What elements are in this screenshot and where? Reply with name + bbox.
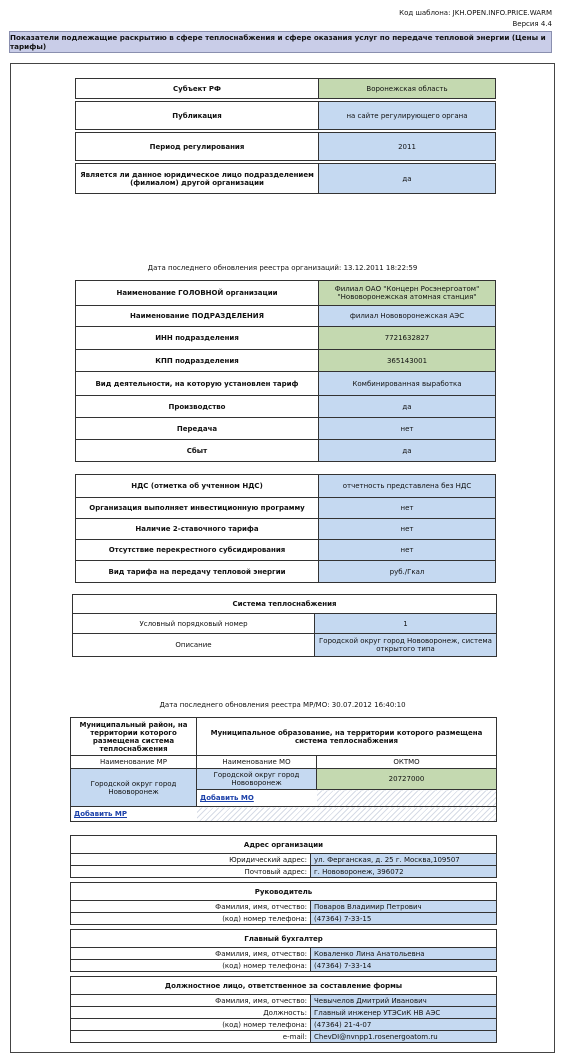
- oktmo-label: ОКТМО: [317, 756, 497, 769]
- general-label: Публикация: [76, 102, 319, 130]
- general-value[interactable]: 2011: [319, 133, 496, 161]
- accountant-value[interactable]: (47364) 7-33-14: [311, 960, 497, 972]
- heat-system-value[interactable]: 1: [315, 614, 497, 634]
- general-label: Субъект РФ: [76, 79, 319, 99]
- responsible-label: Должность:: [71, 1007, 311, 1019]
- template-info: [399, 8, 552, 30]
- address-table: [70, 835, 497, 878]
- org-value[interactable]: да: [319, 440, 496, 462]
- accountant-label: Фамилия, имя, отчество:: [71, 948, 311, 960]
- general-table: [75, 78, 496, 194]
- tax-table: [75, 474, 496, 583]
- responsible-value[interactable]: ChevDI@nvnpp1.rosenergoatom.ru: [311, 1031, 497, 1043]
- org-label: Передача: [76, 418, 319, 440]
- tax-value[interactable]: отчетность представлена без НДС: [319, 475, 496, 498]
- org-label: ИНН подразделения: [76, 327, 319, 350]
- responsible-table: [70, 976, 497, 1043]
- tax-label: Вид тарифа на передачу тепловой энергии: [76, 561, 319, 583]
- accountant-label: (код) номер телефона:: [71, 960, 311, 972]
- responsible-value[interactable]: Чевычелов Дмитрий Иванович: [311, 995, 497, 1007]
- mo-registry-update: Дата последнего обновления реестра МР/МО: 30.07.2012 16:40:10: [159, 701, 406, 709]
- head-label: (код) номер телефона:: [71, 913, 311, 925]
- tax-label: Наличие 2-ставочного тарифа: [76, 519, 319, 540]
- address-label: Юридический адрес:: [71, 854, 311, 866]
- mr-mo-table: [70, 717, 497, 822]
- heat-system-label: Описание: [73, 634, 315, 657]
- org-label: Производство: [76, 396, 319, 418]
- mr-value[interactable]: Городской округ город Нововоронеж: [71, 769, 197, 807]
- mo-value[interactable]: Городской округ город Нововоронеж: [197, 769, 317, 790]
- tax-value[interactable]: нет: [319, 519, 496, 540]
- head-table: [70, 882, 497, 925]
- address-value[interactable]: г. Нововоронеж, 396072: [311, 866, 497, 878]
- org-label: Вид деятельности, на которую установлен тариф: [76, 372, 319, 396]
- tax-label: Организация выполняет инвестиционную программу: [76, 498, 319, 519]
- address-title: Адрес организации: [71, 836, 497, 854]
- org-value: филиал Нововоронежская АЭС: [319, 306, 496, 327]
- org-label: КПП подразделения: [76, 350, 319, 372]
- general-value[interactable]: на сайте регулирующего органа: [319, 102, 496, 130]
- add-mr-cell: [71, 807, 197, 822]
- mr-header: Муниципальный район, на территории которого размещена система теплоснабжения: [71, 718, 197, 756]
- responsible-label: e-mail:: [71, 1031, 311, 1043]
- responsible-value[interactable]: (47364) 21-4-07: [311, 1019, 497, 1031]
- accountant-value[interactable]: Коваленко Лина Анатольевна: [311, 948, 497, 960]
- tax-value[interactable]: нет: [319, 498, 496, 519]
- heat-system-label: Условный порядковый номер: [73, 614, 315, 634]
- tax-label: Отсутствие перекрестного субсидирования: [76, 540, 319, 561]
- org-value: 365143001: [319, 350, 496, 372]
- responsible-title: Должностное лицо, ответственное за составление формы: [71, 977, 497, 995]
- mr-name-label: Наименование МР: [71, 756, 197, 769]
- responsible-label: Фамилия, имя, отчество:: [71, 995, 311, 1007]
- address-value[interactable]: ул. Ферганская, д. 25 г. Москва,109507: [311, 854, 497, 866]
- template-version: Версия 4.4: [512, 20, 552, 28]
- page-title-banner: Показатели подлежащие раскрытию в сфере теплоснабжения и сфере оказания услуг по передаче тепловой энергии (Цены и тарифы): [9, 31, 552, 53]
- head-title: Руководитель: [71, 883, 497, 901]
- org-label: Наименование ГОЛОВНОЙ организации: [76, 281, 319, 306]
- tax-value[interactable]: руб./Гкал: [319, 561, 496, 583]
- general-label: Период регулирования: [76, 133, 319, 161]
- template-code: Код шаблона: JKH.OPEN.INFO.PRICE.WARM: [399, 9, 552, 17]
- add-mo-hatch: [317, 790, 497, 807]
- accountant-table: [70, 929, 497, 972]
- head-value[interactable]: (47364) 7-33-15: [311, 913, 497, 925]
- heat-system-title: Система теплоснабжения: [73, 595, 497, 614]
- org-value: Филиал ОАО "Концерн Росэнергоатом" "Нововоронежская атомная станция": [319, 281, 496, 306]
- general-label: Является ли данное юридическое лицо подразделением (филиалом) другой организации: [76, 164, 319, 194]
- tax-value[interactable]: нет: [319, 540, 496, 561]
- head-label: Фамилия, имя, отчество:: [71, 901, 311, 913]
- mo-name-label: Наименование МО: [197, 756, 317, 769]
- responsible-value[interactable]: Главный инженер УТЭСиК НВ АЭС: [311, 1007, 497, 1019]
- add-mo-cell: [197, 790, 317, 807]
- org-value[interactable]: Комбинированная выработка: [319, 372, 496, 396]
- accountant-title: Главный бухгалтер: [71, 930, 497, 948]
- tax-label: НДС (отметка об учтенном НДС): [76, 475, 319, 498]
- address-label: Почтовый адрес:: [71, 866, 311, 878]
- head-value[interactable]: Поваров Владимир Петрович: [311, 901, 497, 913]
- org-registry-update: Дата последнего обновления реестра организаций: 13.12.2011 18:22:59: [147, 264, 418, 272]
- org-label: Наименование ПОДРАЗДЕЛЕНИЯ: [76, 306, 319, 327]
- org-value[interactable]: нет: [319, 418, 496, 440]
- general-value[interactable]: Воронежская область: [319, 79, 496, 99]
- add-mo-link[interactable]: Добавить МО: [200, 794, 254, 802]
- oktmo-value: 20727000: [317, 769, 497, 790]
- heat-system-table: [72, 594, 497, 657]
- add-mr-hatch: [197, 807, 497, 822]
- add-mr-link[interactable]: Добавить МР: [74, 810, 128, 818]
- responsible-label: (код) номер телефона:: [71, 1019, 311, 1031]
- org-table: [75, 280, 496, 462]
- heat-system-value[interactable]: Городской округ город Нововоронеж, система открытого типа: [315, 634, 497, 657]
- org-label: Сбыт: [76, 440, 319, 462]
- org-value: 7721632827: [319, 327, 496, 350]
- org-value[interactable]: да: [319, 396, 496, 418]
- mo-header: Муниципальное образование, на территории которого размещена система теплоснабжения: [197, 718, 497, 756]
- general-value[interactable]: да: [319, 164, 496, 194]
